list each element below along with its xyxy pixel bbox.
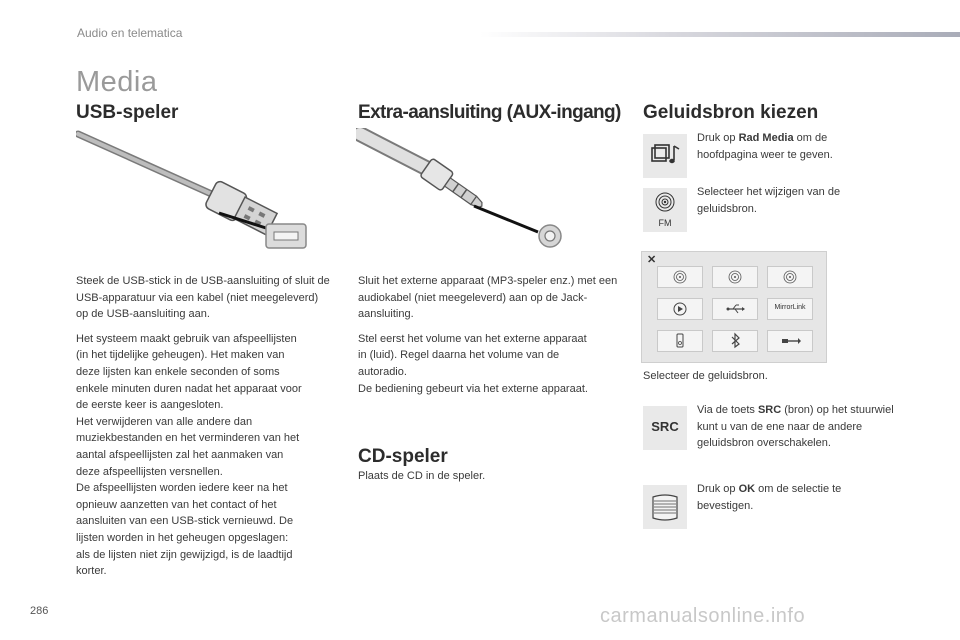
source-title: Geluidsbron kiezen	[643, 102, 819, 123]
usb-paragraph-1: Steek de USB-stick in de USB-aansluiting of sluit de USB-apparatuur via een kabel (niet meegeleverd) op de USB-aansluiting aan.	[76, 275, 330, 321]
watermark: carmanualsonline.info	[600, 605, 806, 627]
header-label: Audio en telematica	[77, 26, 183, 40]
panel-button-radio-2[interactable]	[712, 266, 758, 288]
src-steering-button[interactable]	[643, 406, 687, 450]
src-label: SRC	[651, 419, 679, 434]
rad-media-label: Rad Media	[738, 132, 794, 144]
panel-button-bluetooth[interactable]	[712, 330, 758, 352]
aux-jack-illustration	[356, 128, 576, 253]
aux-line: in (luid). Regel daarna het volume van de	[358, 349, 560, 362]
cd-icon	[658, 299, 702, 319]
aux-paragraph-2	[358, 331, 622, 397]
source-selection-panel	[641, 251, 827, 363]
usb-paragraph-2	[76, 331, 330, 580]
radio-icon	[643, 188, 687, 218]
aux-line: autoradio.	[358, 365, 407, 378]
step-5-text: Druk op OK om de selectie te bevestigen.	[697, 483, 842, 512]
rad-media-button[interactable]	[643, 134, 687, 178]
panel-button-radio-3[interactable]	[767, 266, 813, 288]
usb-line: lijsten worden in het geheugen opgeslagen:	[76, 531, 289, 544]
panel-button-radio-1[interactable]	[657, 266, 703, 288]
usb-text	[76, 273, 330, 580]
media-source-icon	[643, 134, 687, 178]
usb-plug-illustration	[76, 128, 316, 253]
step-4-text: Via de toets SRC (bron) op het stuurwiel kunt u van de ene naar de andere geluidsbron overschakelen.	[697, 404, 894, 450]
usb-line: Het systeem maakt gebruik van afspeellijsten	[76, 332, 297, 345]
mirrorlink-label: MirrorLink	[774, 304, 806, 311]
usb-line: deze lijsten kan enkele seconden of soms	[76, 365, 280, 378]
aux-jack-icon	[768, 331, 812, 351]
usb-line: Het verwijderen van alle andere dan	[76, 415, 253, 428]
aux-title: Extra-aansluiting (AUX-ingang)	[358, 102, 621, 123]
usb-line: opnieuw aanzetten van het contact of het	[76, 498, 277, 511]
usb-line: (in het tijdelijke geheugen). Het maken van	[76, 349, 285, 362]
usb-line: deze afspeellijsten versnellen.	[76, 465, 223, 478]
fm-label: FM	[658, 218, 672, 228]
panel-button-cd[interactable]	[657, 298, 703, 320]
header-rule	[480, 32, 960, 37]
radio-icon	[713, 267, 757, 287]
usb-line: muziekbestanden en het verminderen van het	[76, 432, 300, 445]
aux-line: De bediening gebeurt via het externe apparaat.	[358, 382, 588, 395]
step-1-text: Druk op Rad Media om de hoofdpagina weer te geven.	[697, 132, 833, 161]
radio-icon	[658, 267, 702, 287]
usb-line: De afspeellijsten worden iedere keer na het	[76, 482, 288, 495]
src-bold: SRC	[757, 404, 782, 416]
step-3-text: Selecteer de geluidsbron.	[643, 370, 768, 382]
ok-thumbwheel-button[interactable]	[643, 485, 687, 529]
usb-line: korter.	[76, 565, 107, 578]
panel-button-mirrorlink[interactable]	[767, 298, 813, 320]
cd-title: CD-speler	[358, 446, 448, 467]
radio-icon	[768, 267, 812, 287]
bluetooth-icon	[713, 331, 757, 351]
aux-line: Stel eerst het volume van het externe apparaat	[358, 332, 587, 345]
panel-button-usb[interactable]	[712, 298, 758, 320]
usb-line: de eerste keer is aangesloten.	[76, 399, 224, 412]
panel-button-aux[interactable]	[767, 330, 813, 352]
aux-paragraph-1: Sluit het externe apparaat (MP3-speler enz.) met een audiokabel (niet meegeleverd) aan op de Jack-aansluiting.	[358, 275, 618, 321]
usb-line: aantal afspeellijsten zal het aanmaken van	[76, 448, 284, 461]
page-number: 286	[30, 605, 49, 617]
fm-source-button[interactable]	[643, 188, 687, 232]
step-2-text: Selecteer het wijzigen van de geluidsbron.	[697, 186, 841, 215]
usb-line: enkele minuten duren nadat het apparaat voor	[76, 382, 302, 395]
page-title: Media	[76, 66, 158, 98]
close-icon[interactable]: ✕	[647, 254, 657, 266]
ok-label: OK	[738, 483, 756, 495]
cd-text: Plaats de CD in de speler.	[358, 470, 486, 482]
ipod-icon	[658, 331, 702, 351]
usb-line: als de lijsten niet zijn gewijzigd, is de laadtijd	[76, 548, 293, 561]
aux-text	[358, 273, 622, 397]
usb-line: aansluiten van een USB-stick vernieuwd. De	[76, 515, 294, 528]
usb-icon	[713, 299, 757, 319]
thumbwheel-icon	[643, 485, 687, 529]
usb-title: USB-speler	[76, 102, 179, 123]
panel-button-ipod[interactable]	[657, 330, 703, 352]
